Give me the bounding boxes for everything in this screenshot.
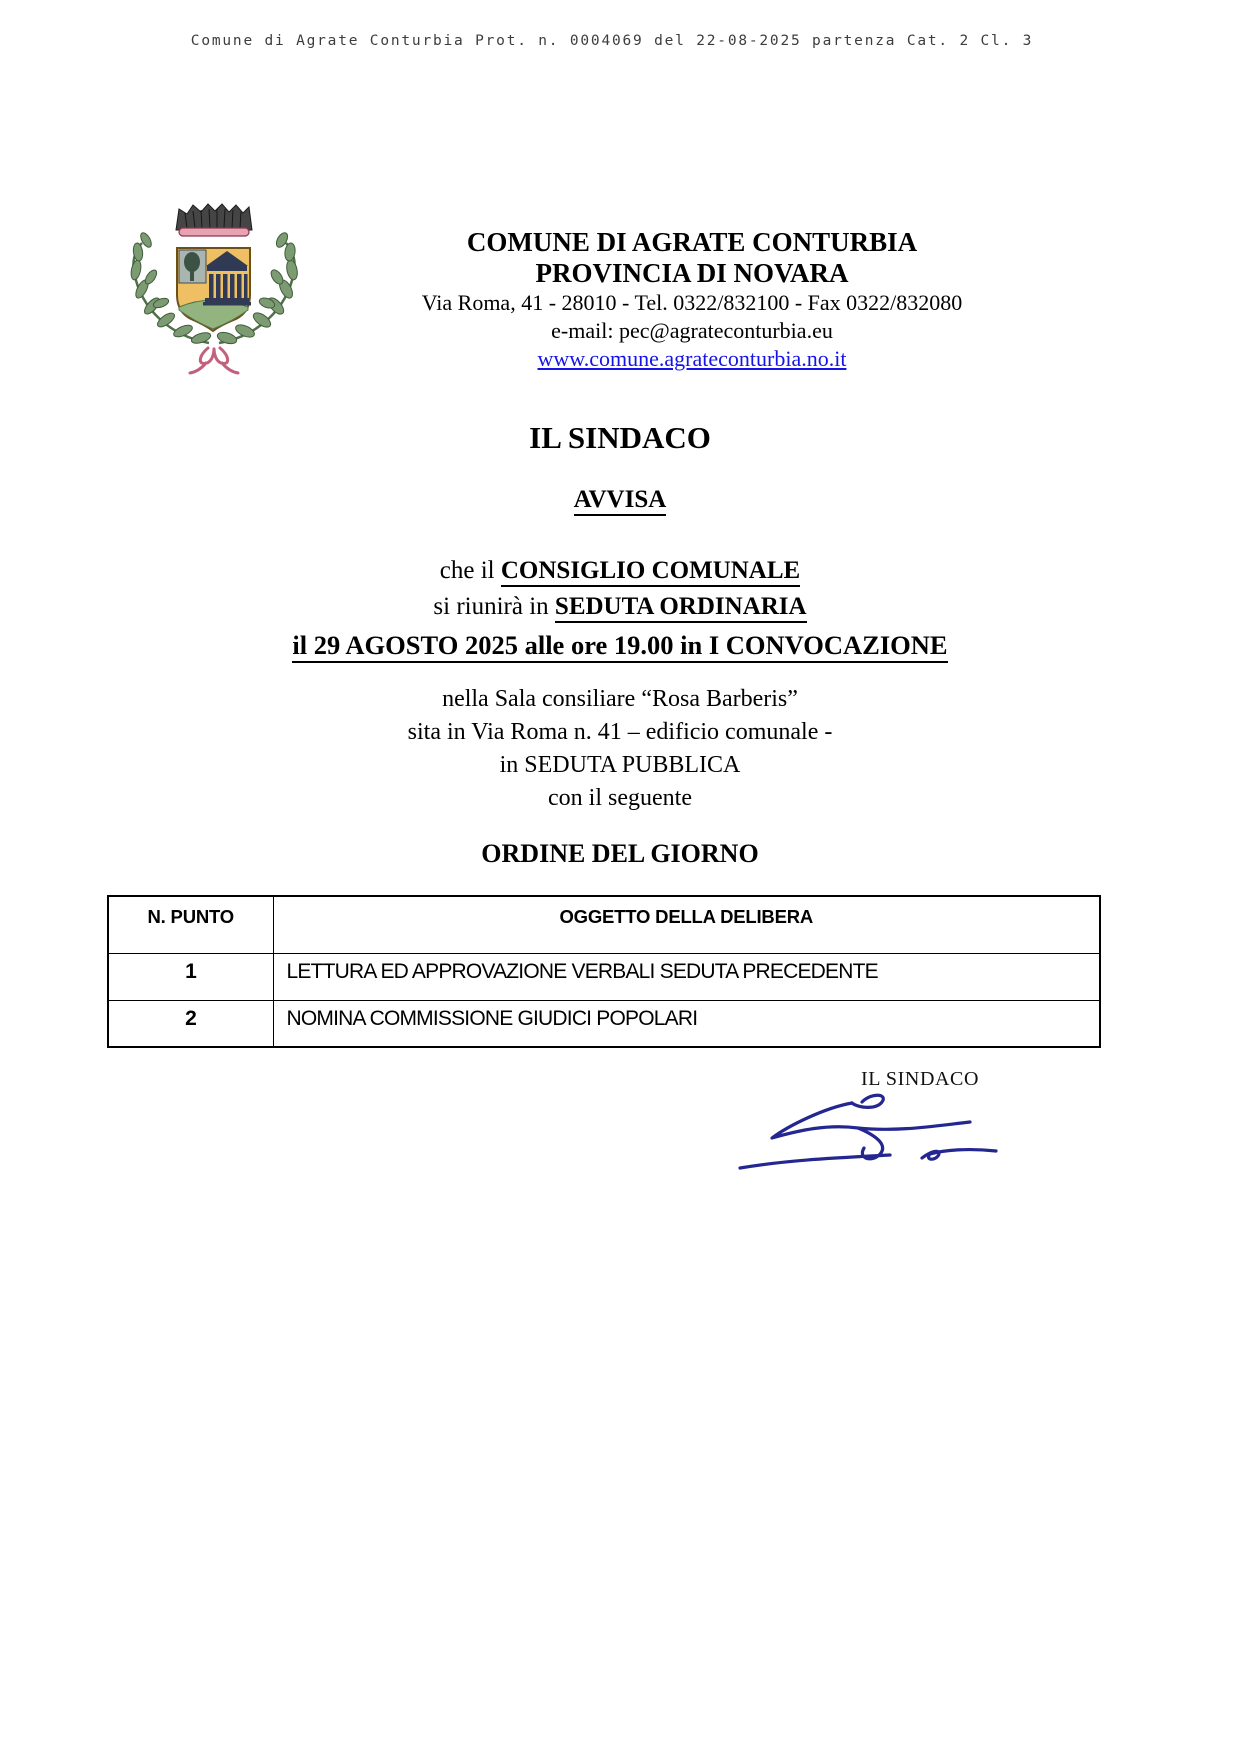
province-name: PROVINCIA DI NOVARA: [535, 258, 849, 288]
ribbon-icon: [190, 348, 238, 373]
date-line: [0, 630, 1240, 661]
email-line: e-mail: pec@agrateconturbia.eu: [551, 318, 833, 343]
municipal-coat-of-arms-logo: [113, 200, 323, 375]
protocol-stamp-line: Comune di Agrate Conturbia Prot. n. 0004069 del 22-08-2025 partenza Cat. 2 Cl. 3: [190, 33, 1034, 49]
venue-line-address: sita in Via Roma n. 41 – edificio comunale -: [407, 719, 833, 745]
session-line: [0, 593, 1240, 621]
agenda-header-row: [108, 896, 1100, 953]
signature-title: IL SINDACO: [860, 1068, 980, 1090]
council-line: [0, 557, 1240, 585]
address-line: Via Roma, 41 - 28010 - Tel. 0322/832100 - Fax 0322/832080: [421, 290, 963, 315]
session-line-emphasis: SEDUTA ORDINARIA: [555, 593, 807, 623]
crown-icon: [176, 204, 252, 236]
municipality-name: COMUNE DI AGRATE CONTURBIA: [466, 227, 918, 257]
website-line: [322, 345, 1062, 373]
agenda-item-number: 1: [108, 953, 273, 1000]
council-line-emphasis: CONSIGLIO COMUNALE: [501, 557, 800, 587]
announce-word-text: AVVISA: [574, 486, 667, 516]
venue-line-hall: nella Sala consiliare “Rosa Barberis”: [442, 686, 798, 712]
agenda-item-subject: NOMINA COMMISSIONE GIUDICI POPOLARI: [273, 1000, 1100, 1047]
table-row: [108, 953, 1100, 1000]
agenda-table: [107, 895, 1101, 1048]
venue-line-following: con il seguente: [548, 785, 692, 811]
notice-title: IL SINDACO: [529, 420, 711, 455]
agenda-title: ORDINE DEL GIORNO: [481, 839, 759, 868]
table-row: [108, 1000, 1100, 1047]
venue-line-public: in SEDUTA PUBBLICA: [499, 752, 741, 778]
venue-block: [0, 683, 1240, 815]
mayor-handwritten-signature: [712, 1088, 1012, 1173]
session-line-prefix: si riunirà in: [433, 593, 555, 620]
agenda-header-number: N. PUNTO: [108, 896, 273, 953]
agenda-header-subject: OGGETTO DELLA DELIBERA: [273, 896, 1100, 953]
council-line-prefix: che il: [439, 557, 501, 584]
agenda-item-subject: LETTURA ED APPROVAZIONE VERBALI SEDUTA PRECEDENTE: [273, 953, 1100, 1000]
letterhead: [322, 227, 1062, 373]
date-line-text: il 29 AGOSTO 2025 alle ore 19.00 in I CONVOCAZIONE: [292, 630, 947, 663]
shield: [177, 248, 251, 331]
announce-word: [0, 486, 1240, 514]
agenda-item-number: 2: [108, 1000, 273, 1047]
website-link[interactable]: www.comune.agrateconturbia.no.it: [537, 346, 847, 371]
